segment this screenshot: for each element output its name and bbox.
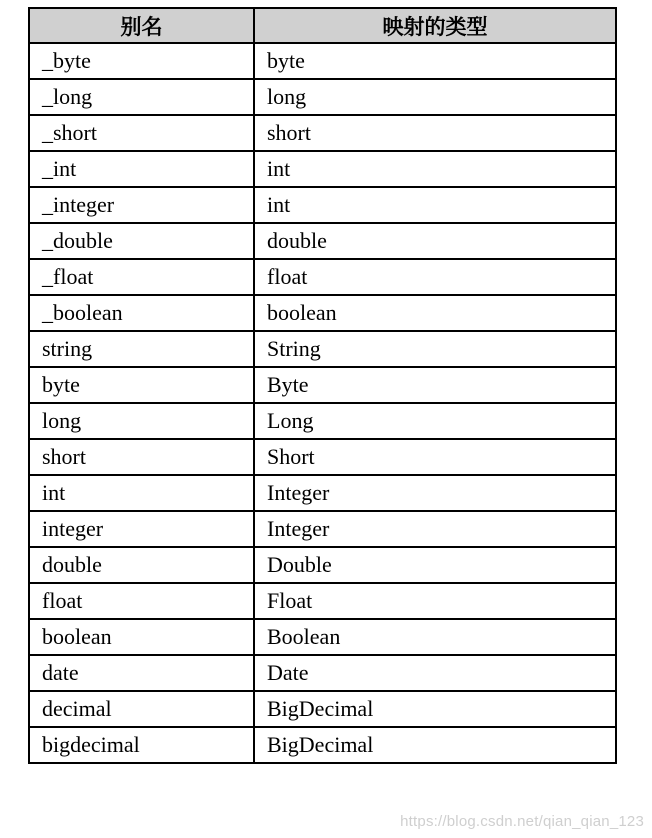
table-row <box>29 151 616 187</box>
alias-cell: _double <box>29 223 254 259</box>
mapped-type-cell: Integer <box>254 511 616 547</box>
header-row <box>29 8 616 43</box>
mapped-type-cell: Float <box>254 583 616 619</box>
mapped-type-cell: byte <box>254 43 616 79</box>
mapped-type-cell: String <box>254 331 616 367</box>
mapped-type-cell: int <box>254 187 616 223</box>
alias-cell: _int <box>29 151 254 187</box>
alias-cell: _byte <box>29 43 254 79</box>
table-row <box>29 295 616 331</box>
table-row <box>29 331 616 367</box>
mapped-type-cell: Date <box>254 655 616 691</box>
type-alias-table <box>28 7 617 764</box>
table-row <box>29 259 616 295</box>
table-row <box>29 79 616 115</box>
mapped-type-cell: double <box>254 223 616 259</box>
table-header <box>29 8 616 43</box>
mapped-type-cell: short <box>254 115 616 151</box>
table-row <box>29 547 616 583</box>
mapped-type-cell: BigDecimal <box>254 727 616 763</box>
table-row <box>29 439 616 475</box>
table-row <box>29 187 616 223</box>
mapped-type-cell: Short <box>254 439 616 475</box>
alias-cell: date <box>29 655 254 691</box>
watermark-text: https://blog.csdn.net/qian_qian_123 <box>400 813 644 830</box>
table-body <box>29 43 616 763</box>
alias-cell: _long <box>29 79 254 115</box>
mapped-type-cell: BigDecimal <box>254 691 616 727</box>
table-row <box>29 619 616 655</box>
mapped-type-cell: Boolean <box>254 619 616 655</box>
alias-cell: _integer <box>29 187 254 223</box>
alias-cell: _boolean <box>29 295 254 331</box>
mapped-type-cell: long <box>254 79 616 115</box>
alias-cell: decimal <box>29 691 254 727</box>
alias-cell: float <box>29 583 254 619</box>
mapped-type-cell: Double <box>254 547 616 583</box>
alias-cell: byte <box>29 367 254 403</box>
mapped-type-cell: Byte <box>254 367 616 403</box>
mapped-type-cell: int <box>254 151 616 187</box>
alias-cell: bigdecimal <box>29 727 254 763</box>
alias-cell: string <box>29 331 254 367</box>
table-row <box>29 475 616 511</box>
alias-cell: short <box>29 439 254 475</box>
header-mapped-type: 映射的类型 <box>254 8 616 43</box>
alias-cell: int <box>29 475 254 511</box>
alias-cell: double <box>29 547 254 583</box>
alias-cell: _float <box>29 259 254 295</box>
table-row <box>29 115 616 151</box>
table-row <box>29 655 616 691</box>
table-row <box>29 403 616 439</box>
table-row <box>29 511 616 547</box>
table-row <box>29 43 616 79</box>
mapped-type-cell: float <box>254 259 616 295</box>
table-row <box>29 223 616 259</box>
mapped-type-cell: Long <box>254 403 616 439</box>
alias-cell: long <box>29 403 254 439</box>
mapped-type-cell: boolean <box>254 295 616 331</box>
alias-cell: boolean <box>29 619 254 655</box>
table-row <box>29 367 616 403</box>
header-alias: 别名 <box>29 8 254 43</box>
alias-cell: _short <box>29 115 254 151</box>
table-row <box>29 691 616 727</box>
table-row <box>29 727 616 763</box>
mapped-type-cell: Integer <box>254 475 616 511</box>
alias-cell: integer <box>29 511 254 547</box>
table-row <box>29 583 616 619</box>
